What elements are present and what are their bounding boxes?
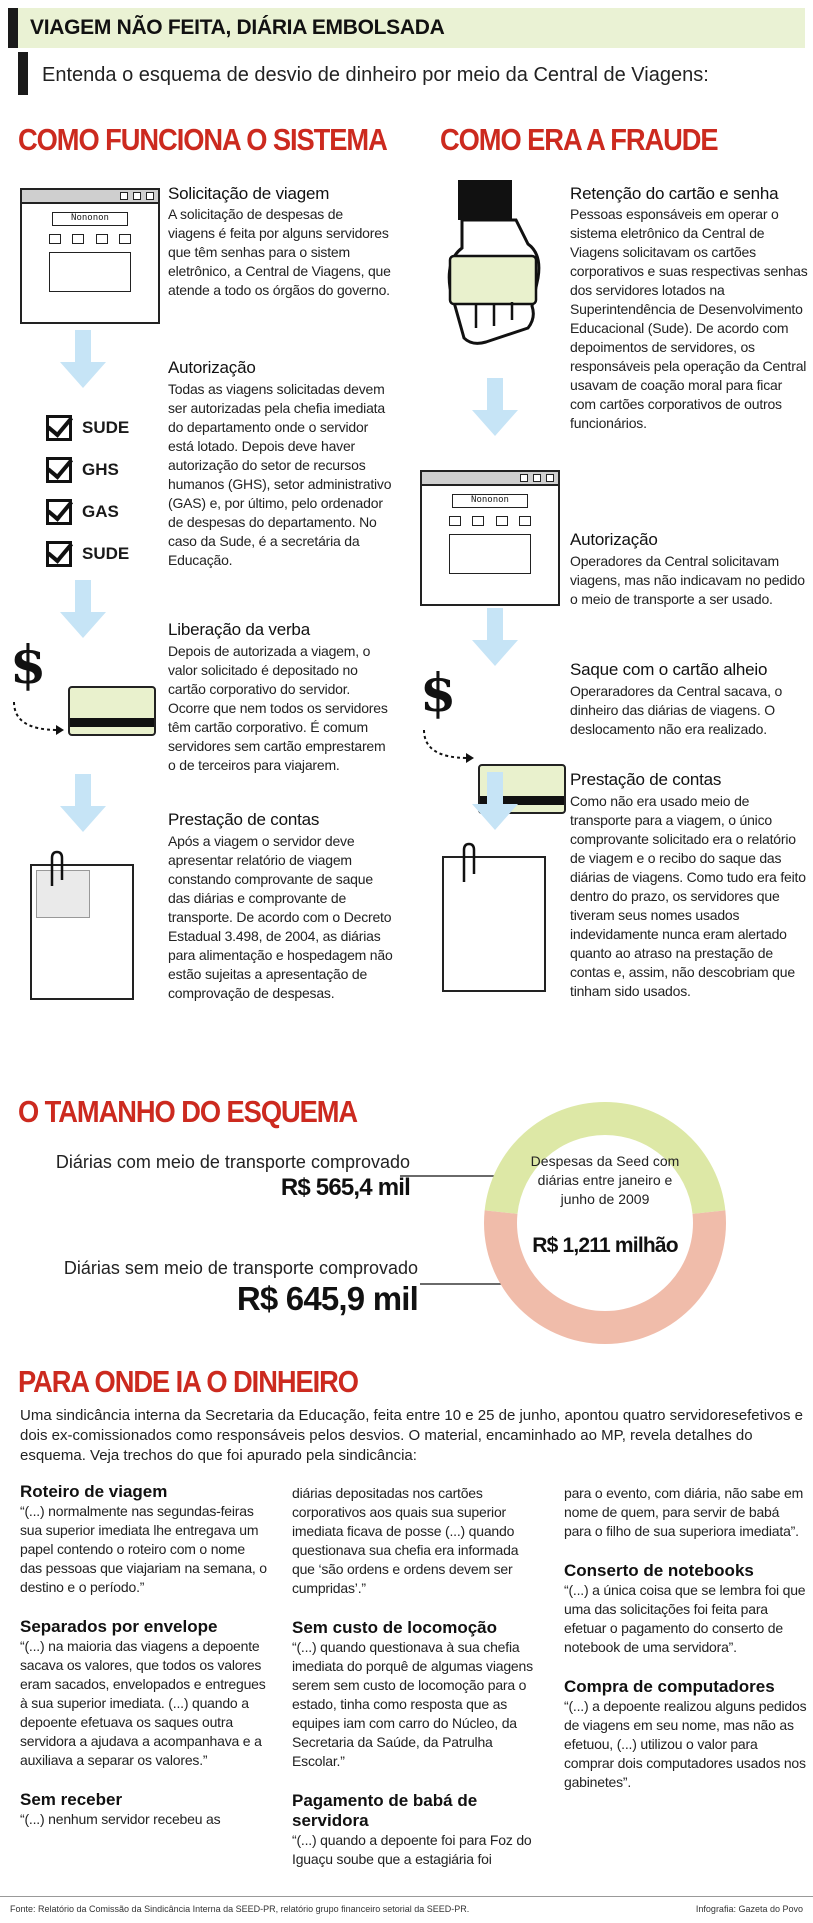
without-transport-amount: R$ 645,9 mil <box>236 1280 418 1317</box>
credit-card-icon <box>68 686 156 736</box>
left-section-title: COMO FUNCIONA O SISTEMA <box>18 122 387 157</box>
checkbox-icon <box>46 541 72 567</box>
quote-text: “(...) a única coisa que se lembra foi que uma das solicitações foi feita para efetuar o pagamento do conserto de notebook de uma servidora”. <box>564 1582 806 1655</box>
quote-title: Separados por envelope <box>20 1617 218 1636</box>
hand-card-icon <box>436 178 556 348</box>
dollar-icon: $ <box>420 663 457 724</box>
arrow-down-icon <box>470 378 520 438</box>
size-section-title: O TAMANHO DO ESQUEMA <box>18 1094 358 1129</box>
quote-title: Pagamento de babá de servidora <box>292 1791 478 1830</box>
money-intro: Uma sindicância interna da Secretaria da Educação, feita entre 10 e 25 de junho, apontou quatro servidoresefetivos e dois ex-comissionados como responsáveis pelos desvios. O material, encaminhado ao MP, revela detalhes do esquema. Veja trechos do que foi apurado pela sindicância: <box>20 1407 803 1464</box>
arrow-down-icon <box>470 608 520 668</box>
footer-credit: Infografia: Gazeta do Povo <box>695 1904 803 1914</box>
donut-slice-without-transport <box>484 1210 726 1344</box>
header-bar <box>8 8 805 48</box>
quote-title: Compra de computadores <box>564 1677 775 1696</box>
donut-center-text: Despesas da Seed com diárias entre janeiro e junho de 2009 <box>530 1153 680 1207</box>
quote-text: “(...) na maioria das viagens a depoente sacava os valores, que todos os valores eram sacados, envelopados e entregues à sua superior imediata. (...) quando a depoente efetuava os saques outra servidora a ajudava a acompanhava e a auxiliava a separar os valores.” <box>20 1638 266 1768</box>
quote-text: para o evento, com diária, não sabe em nome de quem, para servir de babá para o filho de sua superiora imediata”. <box>564 1485 804 1539</box>
quote-title: Sem receber <box>20 1790 123 1809</box>
left-step-2-title: Autorização <box>168 358 256 377</box>
dashed-arrow-icon <box>418 728 478 768</box>
arrow-down-icon <box>470 772 520 832</box>
paperclip-icon <box>46 850 68 890</box>
left-step-2-text: Todas as viagens solicitadas devem ser autorizadas pela chefia imediata do departamento onde o servidor está lotado. Depois deve haver autorização do setor de recursos humanos (GHS), setor administrativo (GAS) e, por último, pelo ordenador de despesas do departamento. No caso da Sude, é a secretária da Educação. <box>168 381 392 568</box>
right-step-3-text: Operaradores da Central sacava, o dinheiro das diárias de viagens. O deslocamento não era realizado. <box>570 683 783 737</box>
donut-chart <box>400 1098 730 1348</box>
right-step-2-title: Autorização <box>570 530 658 549</box>
main-title: VIAGEM NÃO FEITA, DIÁRIA EMBOLSADA <box>30 16 445 39</box>
left-step-4-text: Após a viagem o servidor deve apresentar relatório de viagem constando comprovante de saque das diárias e comprovante de transporte. De acordo com o Decreto Estadual 3.498, de 2004, as diárias para alimentação e hospedagem não estão sujeitas a apresentação de comprovação de despesas. <box>168 833 393 1001</box>
footer-source: Fonte: Relatório da Comissão da Sindicância Interna da SEED-PR, relatório grupo financeiro setorial da SEED-PR. <box>10 1904 470 1914</box>
quote-title: Roteiro de viagem <box>20 1482 168 1501</box>
quote-text: “(...) nenhum servidor recebeu as <box>20 1811 221 1827</box>
dashed-arrow-icon <box>8 700 68 740</box>
left-step-1-title: Solicitação de viagem <box>168 184 330 203</box>
quote-title: Conserto de notebooks <box>564 1561 754 1580</box>
browser-window-icon <box>420 470 560 606</box>
quotes-column-3 <box>564 1484 809 1792</box>
dollar-icon: $ <box>10 635 47 696</box>
check-item: GAS <box>46 496 156 528</box>
window-label: Nononon <box>52 212 128 226</box>
check-item: GHS <box>46 454 156 486</box>
quote-text: diárias depositadas nos cartões corporativos aos quais sua superior imediata ficava de posse (...) quando questionava sua chefia era informada que ‘são ordens e ordens devem ser cumpridas’.” <box>292 1485 519 1596</box>
quote-text: “(...) a depoente realizou alguns pedidos de viagens em seu nome, mas não as efetuou, (...) utilizou o valor para comprar dois computadores usados nos gabinetes”. <box>564 1698 807 1790</box>
left-step-1-text: A solicitação de despesas de viagens é feita por alguns servidores que têm senhas para o sistem eletrônico, a Central de Viagens, que atende a todo os órgãos do governo. <box>168 206 391 298</box>
left-step-4-title: Prestação de contas <box>168 810 320 829</box>
authorization-checklist <box>46 412 156 570</box>
subtitle: Entenda o esquema de desvio de dinheiro por meio da Central de Viagens: <box>18 52 803 95</box>
right-section-title: COMO ERA A FRAUDE <box>440 122 718 157</box>
quote-text: “(...) quando questionava à sua chefia imediata do porquê de algumas viagens serem sem custo de locomoção para o estado, tinha como resposta que as equipes iam com carro do Núcleo, da Secretaria da Saúde, da Patrulha Escolar.” <box>292 1639 533 1769</box>
quote-title: Sem custo de locomoção <box>292 1618 497 1637</box>
quotes-column-1 <box>20 1482 270 1829</box>
donut-center-total: R$ 1,211 milhão <box>532 1234 678 1257</box>
window-label: Nononon <box>452 494 528 508</box>
checkbox-icon <box>46 457 72 483</box>
check-item: SUDE <box>46 412 156 444</box>
check-item: SUDE <box>46 538 156 570</box>
right-step-1-text: Pessoas esponsáveis em operar o sistema eletrônico da Central de Viagens solicitavam os cartões corporativos e suas respectivas senhas dos servidores lotados na Superintendência de Desenvolvimento Educacional (Sude). De acordo com depoimentos de servidores, os responsáveis pela operação da Central usavam de coação moral para ficar com cartões corporativos de outros funcionários. <box>570 206 808 431</box>
right-step-3-title: Saque com o cartão alheio <box>570 660 768 679</box>
right-step-4-title: Prestação de contas <box>570 770 722 789</box>
paperclip-icon <box>458 842 480 886</box>
quote-text: “(...) quando a depoente foi para Foz do Iguaçu soube que a estagiária foi <box>292 1832 532 1867</box>
right-step-4-text: Como não era usado meio de transporte para a viagem, o único comprovante solicitado era o relatório de viagem e o recibo do saque das diárias de viagens. Como tudo era feito dentro do prazo, os servidores que tiveram seus nomes usados indevidamente nunca eram alertado quanto ao atraso na prestação de contas e, assim, não descobriam que tinham sido usados. <box>570 793 806 999</box>
quotes-column-2 <box>292 1484 542 1869</box>
arrow-down-icon <box>58 330 108 390</box>
quote-text: “(...) normalmente nas segundas-feiras sua superior imediata lhe entregava um papel contendo o roteiro com o nome das pessoas que viajariam na semana, o destino e o período.” <box>20 1503 267 1595</box>
with-transport-amount: R$ 565,4 mil <box>280 1174 410 1201</box>
arrow-down-icon <box>58 580 108 640</box>
checkbox-icon <box>46 415 72 441</box>
arrow-down-icon <box>58 774 108 834</box>
with-transport-label: Diárias com meio de transporte comprovado <box>55 1152 410 1172</box>
without-transport-label: Diárias sem meio de transporte comprovado <box>63 1258 418 1278</box>
browser-window-icon <box>20 188 160 324</box>
right-step-2-text: Operadores da Central solicitavam viagens, mas não indicavam no pedido o meio de transporte a ser usado. <box>570 553 805 607</box>
right-step-1-title: Retenção do cartão e senha <box>570 184 779 203</box>
money-section-title: PARA ONDE IA O DINHEIRO <box>18 1364 358 1399</box>
left-step-3-text: Depois de autorizada a viagem, o valor solicitado é depositado no cartão corporativo do servidor. Ocorre que nem todos os servidores têm cartão corporativo. É comum servidores sem cartão emprestarem o de terceiros para viajarem. <box>168 643 388 773</box>
left-step-3-title: Liberação da verba <box>168 620 310 639</box>
checkbox-icon <box>46 499 72 525</box>
